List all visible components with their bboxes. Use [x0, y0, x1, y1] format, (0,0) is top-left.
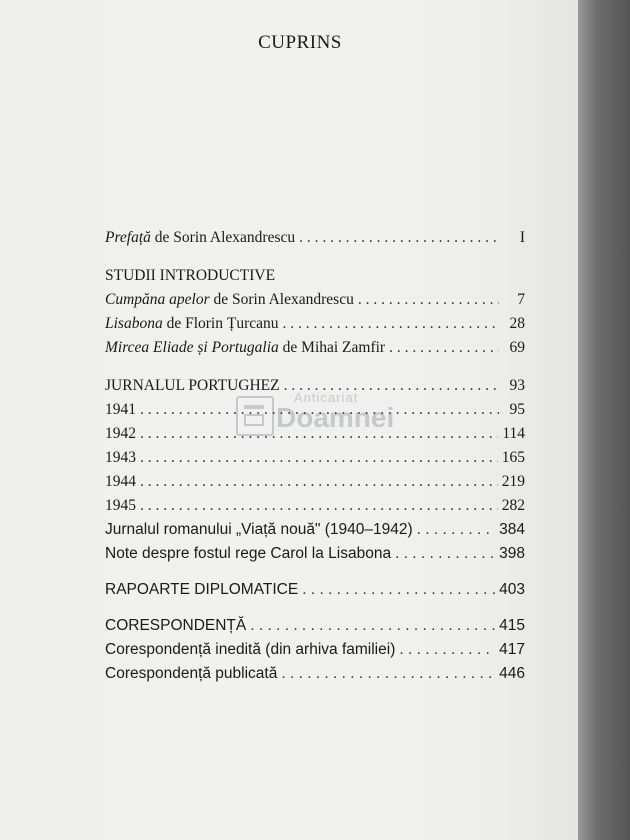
toc-row [105, 662, 525, 686]
toc-row [105, 494, 525, 518]
toc-label: 1942 [105, 425, 136, 442]
toc-label [105, 336, 385, 360]
watermark-line2: Doamnei [276, 402, 395, 433]
dot-leader [281, 662, 495, 686]
toc-label: Corespondență publicată [105, 665, 278, 682]
toc-row [105, 398, 525, 422]
toc-row [105, 542, 525, 566]
toc-page-number: 219 [501, 473, 525, 490]
toc-label [105, 312, 279, 336]
toc-page-number: 403 [499, 581, 525, 598]
book-spine-shadow [578, 0, 630, 840]
dot-leader [140, 422, 498, 446]
page-title: CUPRINS [258, 32, 342, 53]
toc-page-number: 446 [499, 665, 525, 682]
section-heading-rapoarte [105, 578, 525, 602]
toc-label-italic: Prefață [105, 229, 151, 246]
toc-page-number: 95 [509, 401, 525, 418]
dot-leader [284, 374, 499, 398]
toc-label: CORESPONDENȚĂ [105, 617, 247, 634]
toc-page-number: 384 [499, 521, 525, 538]
toc-row [105, 638, 525, 662]
toc-page-number: 282 [501, 497, 525, 514]
toc-row-preface [105, 226, 525, 250]
dot-leader [399, 638, 495, 662]
toc-page-number: 7 [517, 291, 525, 308]
toc-page-number: 415 [499, 617, 525, 634]
toc-label: 1941 [105, 401, 136, 418]
toc-label-italic: Mircea Eliade și Portugalia [105, 339, 279, 356]
toc-label: JURNALUL PORTUGHEZ [105, 377, 280, 394]
toc-page-number: 398 [499, 545, 525, 562]
toc-page-number: 93 [509, 377, 525, 394]
toc-label [105, 288, 354, 312]
section-heading-corespondenta [105, 614, 525, 638]
dot-leader [140, 446, 498, 470]
toc-page-number: I [519, 229, 525, 246]
section-heading-jurnal [105, 374, 525, 398]
dot-leader [302, 578, 495, 602]
toc-row [105, 518, 525, 542]
dot-leader [395, 542, 495, 566]
dot-leader [283, 312, 499, 336]
toc-row [105, 312, 525, 336]
toc-label-rest: de Florin Țurcanu [162, 315, 279, 332]
toc-label-rest: de Sorin Alexandrescu [150, 229, 296, 246]
toc-label-italic: Lisabona [105, 315, 163, 332]
toc-label: 1944 [105, 473, 136, 490]
dot-leader [389, 336, 499, 360]
toc-label-italic: Cumpăna apelor [105, 291, 210, 308]
dot-leader [250, 614, 495, 638]
section-heading-studii: STUDII INTRODUCTIVE [105, 267, 276, 284]
toc-row [105, 336, 525, 360]
toc-page-number: 69 [509, 339, 525, 356]
toc-row [105, 422, 525, 446]
toc-label-rest: de Sorin Alexandrescu [209, 291, 354, 308]
toc-label: Note despre fostul rege Carol la Lisabona [105, 545, 392, 562]
dot-leader [299, 226, 499, 250]
toc-label-rest: de Mihai Zamfir [278, 339, 386, 356]
dot-leader [417, 518, 495, 542]
toc-row [105, 446, 525, 470]
toc-page-number: 417 [499, 641, 525, 658]
toc-label: RAPOARTE DIPLOMATICE [105, 581, 299, 598]
toc-page-number: 165 [501, 449, 525, 466]
table-of-contents [105, 226, 525, 686]
toc-label: Jurnalul romanului „Viață nouă" (1940–1942) [105, 521, 413, 538]
toc-label [105, 226, 295, 250]
dot-leader [140, 470, 498, 494]
dot-leader [140, 398, 499, 422]
toc-row [105, 288, 525, 312]
toc-label: 1943 [105, 449, 136, 466]
toc-label: 1945 [105, 497, 136, 514]
toc-row [105, 470, 525, 494]
toc-page-number: 28 [509, 315, 525, 332]
dot-leader [140, 494, 498, 518]
toc-label: Corespondență inedită (din arhiva familiei) [105, 641, 396, 658]
watermark-line1: Anticariat [294, 390, 359, 405]
toc-page-number: 114 [502, 425, 525, 442]
dot-leader [358, 288, 499, 312]
